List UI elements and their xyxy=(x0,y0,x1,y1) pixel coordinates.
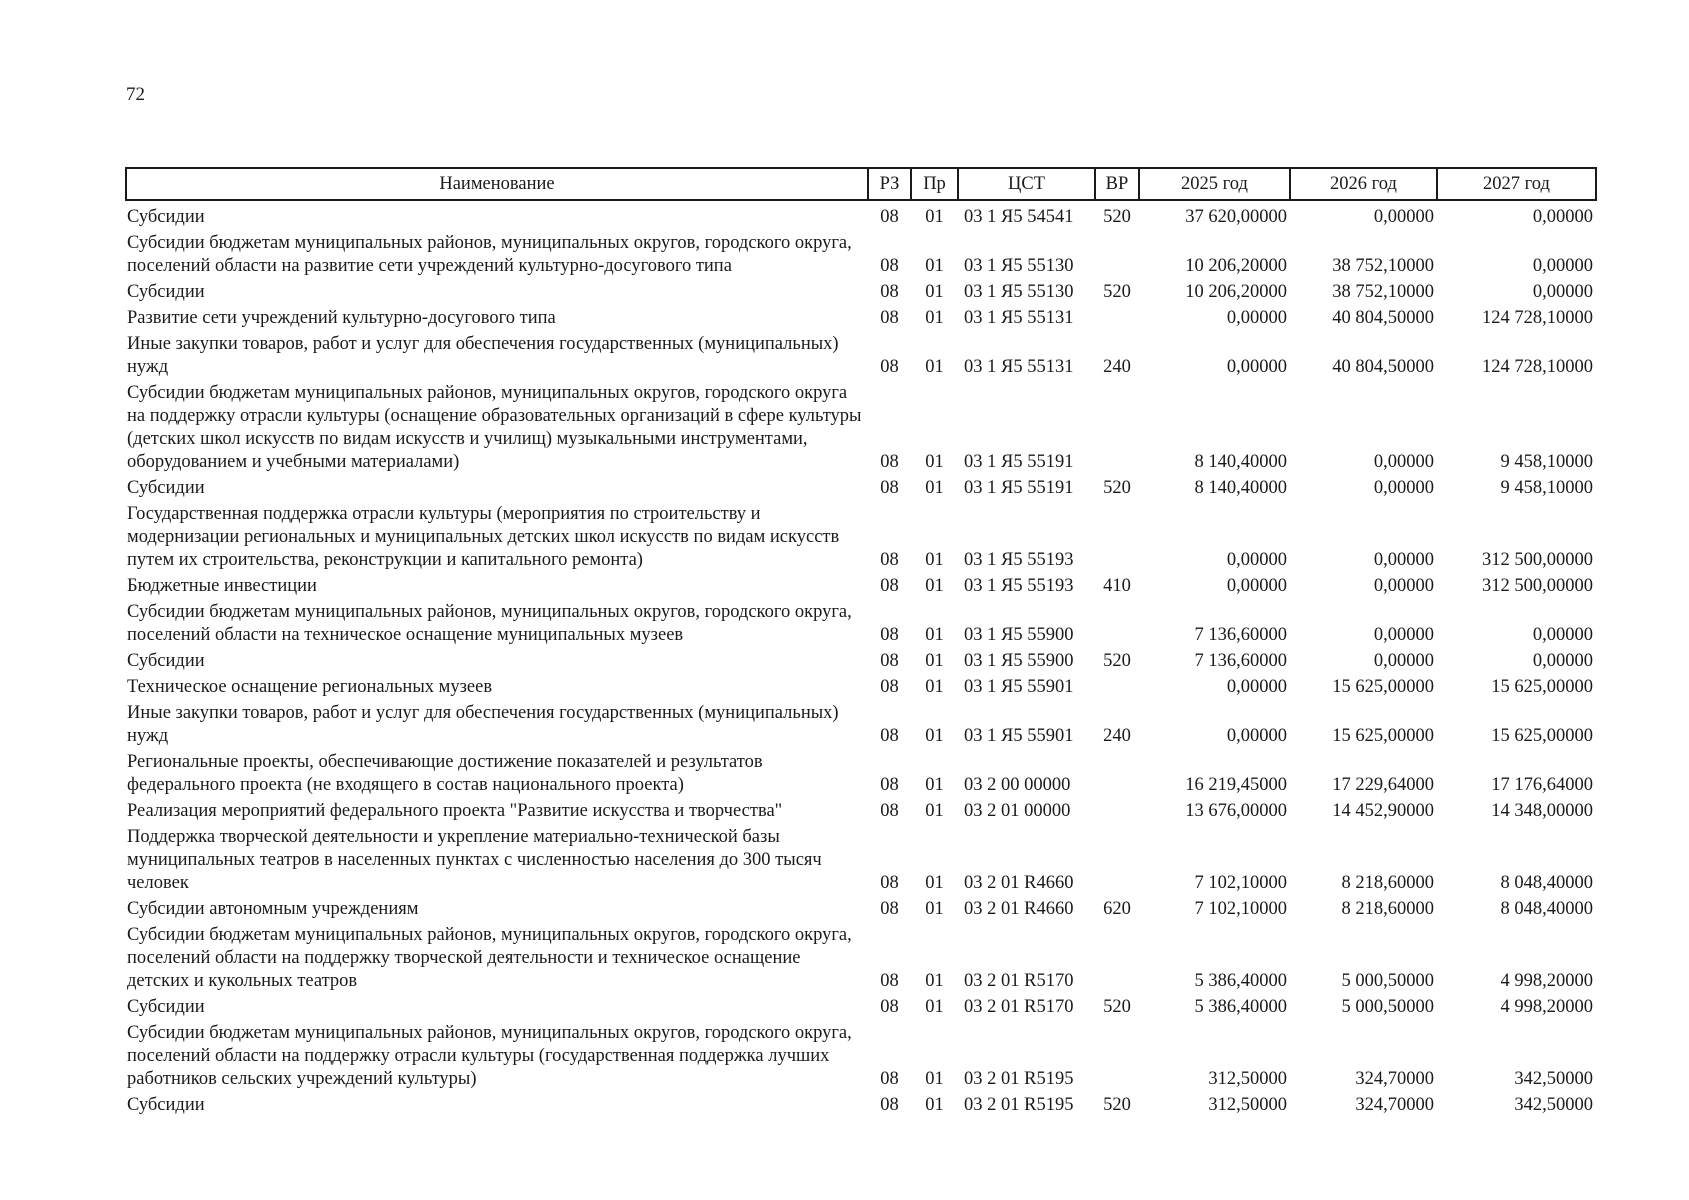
table-row xyxy=(126,307,1596,333)
cell-2025: 16 219,45000 xyxy=(1185,775,1287,795)
cell-2025: 0,00000 xyxy=(1226,576,1287,596)
cell-name: Субсидии бюджетам муниципальных районов, муниципальных округов, городского округа, поселений области на поддержку творческой деятельности и техническое оснащение детских и кукольных театров xyxy=(127,925,852,991)
cell-name: Субсидии бюджетам муниципальных районов, муниципальных округов, городского округа, поселений области на поддержку отрасли культуры (государственная поддержка лучших работников сельских учреждений культуры) xyxy=(127,1023,852,1089)
table-row xyxy=(126,676,1596,702)
cell-2026: 8 218,60000 xyxy=(1341,899,1434,919)
cell-vr xyxy=(1095,503,1139,575)
cell-name: Субсидии xyxy=(127,478,205,498)
cell-pr: 01 xyxy=(925,726,944,746)
cell-pr: 01 xyxy=(925,651,944,671)
cell-2025: 10 206,20000 xyxy=(1185,256,1287,276)
cell-2026: 0,00000 xyxy=(1373,207,1434,227)
header-name: Наименование xyxy=(126,168,868,200)
cell-2026: 17 229,64000 xyxy=(1332,775,1434,795)
cell-2025: 37 620,00000 xyxy=(1185,207,1287,227)
cell-2026: 324,70000 xyxy=(1355,1095,1434,1115)
cell-vr: 520 xyxy=(1103,651,1131,671)
cell-name: Субсидии бюджетам муниципальных районов, муниципальных округов, городского округа, поселений области на техническое оснащение муниципальных музеев xyxy=(127,602,852,645)
header-2025: 2025 год xyxy=(1139,168,1290,200)
cell-vr xyxy=(1095,924,1139,996)
cell-cst: 03 1 Я5 55131 xyxy=(964,308,1074,328)
cell-name: Иные закупки товаров, работ и услуг для обеспечения государственных (муниципальных) нужд xyxy=(127,703,839,746)
header-rz: РЗ xyxy=(868,168,911,200)
cell-vr: 520 xyxy=(1103,282,1131,302)
cell-pr: 01 xyxy=(925,873,944,893)
cell-pr: 01 xyxy=(925,677,944,697)
cell-2026: 0,00000 xyxy=(1373,550,1434,570)
table-row xyxy=(126,1022,1596,1094)
cell-2025: 0,00000 xyxy=(1226,308,1287,328)
cell-2026: 40 804,50000 xyxy=(1332,308,1434,328)
budget-table xyxy=(125,167,1597,1120)
cell-2027: 14 348,00000 xyxy=(1491,801,1593,821)
cell-2025: 7 102,10000 xyxy=(1194,873,1287,893)
table-row xyxy=(126,601,1596,650)
cell-name: Субсидии xyxy=(127,997,205,1017)
cell-2026: 15 625,00000 xyxy=(1332,726,1434,746)
cell-rz: 08 xyxy=(880,775,899,795)
table-row xyxy=(126,650,1596,676)
cell-2025: 0,00000 xyxy=(1226,550,1287,570)
cell-vr: 240 xyxy=(1103,357,1131,377)
cell-2027: 0,00000 xyxy=(1532,207,1593,227)
cell-cst: 03 1 Я5 55131 xyxy=(964,357,1074,377)
cell-rz: 08 xyxy=(880,478,899,498)
cell-2027: 342,50000 xyxy=(1514,1069,1593,1089)
cell-2027: 124 728,10000 xyxy=(1482,308,1593,328)
cell-name: Реализация мероприятий федерального проекта "Развитие искусства и творчества" xyxy=(127,801,783,821)
cell-pr: 01 xyxy=(925,576,944,596)
cell-pr: 01 xyxy=(925,256,944,276)
cell-rz: 08 xyxy=(880,308,899,328)
cell-vr: 520 xyxy=(1103,1095,1131,1115)
cell-2026: 5 000,50000 xyxy=(1341,971,1434,991)
cell-vr: 520 xyxy=(1103,997,1131,1017)
cell-vr xyxy=(1095,1022,1139,1094)
cell-2025: 5 386,40000 xyxy=(1194,997,1287,1017)
cell-vr xyxy=(1095,800,1139,826)
cell-rz: 08 xyxy=(880,357,899,377)
table-row xyxy=(126,1094,1596,1120)
cell-2027: 8 048,40000 xyxy=(1500,899,1593,919)
cell-2025: 7 136,60000 xyxy=(1194,651,1287,671)
cell-cst: 03 1 Я5 55901 xyxy=(964,726,1074,746)
table-row xyxy=(126,751,1596,800)
header-2026: 2026 год xyxy=(1290,168,1437,200)
cell-2026: 8 218,60000 xyxy=(1341,873,1434,893)
cell-name: Государственная поддержка отрасли культуры (мероприятия по строительству и модернизации региональных и муниципальных детских школ искусств по видам искусств путем их строительства, реконструкции и капитального ремонта) xyxy=(127,504,840,570)
table-row xyxy=(126,333,1596,382)
cell-pr: 01 xyxy=(925,1095,944,1115)
cell-2026: 40 804,50000 xyxy=(1332,357,1434,377)
cell-2027: 0,00000 xyxy=(1532,625,1593,645)
table-row xyxy=(126,477,1596,503)
cell-rz: 08 xyxy=(880,651,899,671)
cell-2026: 38 752,10000 xyxy=(1332,282,1434,302)
cell-rz: 08 xyxy=(880,576,899,596)
cell-pr: 01 xyxy=(925,282,944,302)
cell-vr xyxy=(1095,601,1139,650)
cell-rz: 08 xyxy=(880,997,899,1017)
cell-name: Развитие сети учреждений культурно-досугового типа xyxy=(127,308,556,328)
cell-vr xyxy=(1095,382,1139,477)
cell-rz: 08 xyxy=(880,873,899,893)
cell-name: Субсидии автономным учреждениям xyxy=(127,899,419,919)
cell-2027: 4 998,20000 xyxy=(1500,997,1593,1017)
cell-2027: 0,00000 xyxy=(1532,651,1593,671)
cell-pr: 01 xyxy=(925,899,944,919)
cell-2026: 38 752,10000 xyxy=(1332,256,1434,276)
cell-rz: 08 xyxy=(880,726,899,746)
cell-rz: 08 xyxy=(880,1095,899,1115)
cell-pr: 01 xyxy=(925,452,944,472)
cell-rz: 08 xyxy=(880,625,899,645)
cell-pr: 01 xyxy=(925,775,944,795)
cell-cst: 03 2 01 00000 xyxy=(964,801,1071,821)
cell-name: Субсидии xyxy=(127,651,205,671)
cell-2027: 15 625,00000 xyxy=(1491,677,1593,697)
cell-2025: 312,50000 xyxy=(1208,1069,1287,1089)
cell-cst: 03 1 Я5 55130 xyxy=(964,282,1074,302)
table-row xyxy=(126,702,1596,751)
cell-pr: 01 xyxy=(925,801,944,821)
cell-vr: 520 xyxy=(1103,207,1131,227)
cell-2026: 15 625,00000 xyxy=(1332,677,1434,697)
cell-pr: 01 xyxy=(925,1069,944,1089)
cell-name: Субсидии xyxy=(127,282,205,302)
cell-rz: 08 xyxy=(880,256,899,276)
table-row xyxy=(126,575,1596,601)
cell-name: Субсидии xyxy=(127,207,205,227)
cell-2027: 342,50000 xyxy=(1514,1095,1593,1115)
cell-pr: 01 xyxy=(925,625,944,645)
table-header xyxy=(126,168,1596,200)
cell-2025: 5 386,40000 xyxy=(1194,971,1287,991)
cell-pr: 01 xyxy=(925,550,944,570)
cell-rz: 08 xyxy=(880,971,899,991)
cell-name: Бюджетные инвестиции xyxy=(127,576,317,596)
cell-2025: 8 140,40000 xyxy=(1194,478,1287,498)
cell-2027: 0,00000 xyxy=(1532,282,1593,302)
cell-2026: 0,00000 xyxy=(1373,576,1434,596)
cell-vr xyxy=(1095,676,1139,702)
cell-pr: 01 xyxy=(925,308,944,328)
cell-vr: 410 xyxy=(1103,576,1131,596)
cell-2027: 312 500,00000 xyxy=(1482,550,1593,570)
header-2027: 2027 год xyxy=(1437,168,1596,200)
table-row xyxy=(126,382,1596,477)
cell-2027: 4 998,20000 xyxy=(1500,971,1593,991)
cell-rz: 08 xyxy=(880,801,899,821)
cell-cst: 03 1 Я5 55191 xyxy=(964,452,1074,472)
cell-rz: 08 xyxy=(880,677,899,697)
cell-2027: 312 500,00000 xyxy=(1482,576,1593,596)
cell-rz: 08 xyxy=(880,282,899,302)
cell-name: Техническое оснащение региональных музеев xyxy=(127,677,493,697)
cell-vr xyxy=(1095,232,1139,281)
cell-2025: 0,00000 xyxy=(1226,726,1287,746)
table-row xyxy=(126,800,1596,826)
cell-pr: 01 xyxy=(925,997,944,1017)
cell-name: Иные закупки товаров, работ и услуг для обеспечения государственных (муниципальных) нужд xyxy=(127,334,839,377)
cell-2025: 7 102,10000 xyxy=(1194,899,1287,919)
page-number: 72 xyxy=(126,84,145,105)
cell-vr: 620 xyxy=(1103,899,1131,919)
cell-cst: 03 1 Я5 55901 xyxy=(964,677,1074,697)
cell-cst: 03 1 Я5 55193 xyxy=(964,550,1074,570)
cell-2025: 13 676,00000 xyxy=(1185,801,1287,821)
cell-rz: 08 xyxy=(880,1069,899,1089)
cell-2027: 17 176,64000 xyxy=(1491,775,1593,795)
table-row xyxy=(126,898,1596,924)
table-row xyxy=(126,232,1596,281)
cell-2027: 15 625,00000 xyxy=(1491,726,1593,746)
cell-vr xyxy=(1095,826,1139,898)
cell-2026: 0,00000 xyxy=(1373,625,1434,645)
cell-2026: 0,00000 xyxy=(1373,478,1434,498)
cell-2026: 0,00000 xyxy=(1373,452,1434,472)
cell-2025: 7 136,60000 xyxy=(1194,625,1287,645)
cell-2026: 5 000,50000 xyxy=(1341,997,1434,1017)
cell-name: Субсидии xyxy=(127,1095,205,1115)
table-body xyxy=(126,200,1596,1120)
cell-2025: 0,00000 xyxy=(1226,677,1287,697)
cell-rz: 08 xyxy=(880,207,899,227)
header-pr: Пр xyxy=(911,168,958,200)
cell-vr xyxy=(1095,751,1139,800)
cell-vr: 240 xyxy=(1103,726,1131,746)
cell-2027: 8 048,40000 xyxy=(1500,873,1593,893)
cell-rz: 08 xyxy=(880,899,899,919)
cell-2026: 324,70000 xyxy=(1355,1069,1434,1089)
cell-vr xyxy=(1095,307,1139,333)
cell-2027: 9 458,10000 xyxy=(1500,452,1593,472)
cell-2026: 0,00000 xyxy=(1373,651,1434,671)
cell-cst: 03 1 Я5 54541 xyxy=(964,207,1074,227)
table-header-row xyxy=(126,168,1596,200)
cell-name: Субсидии бюджетам муниципальных районов, муниципальных округов, городского округа, поселений области на развитие сети учреждений культурно-досугового типа xyxy=(127,233,852,276)
table-row xyxy=(126,281,1596,307)
cell-2025: 10 206,20000 xyxy=(1185,282,1287,302)
table-row xyxy=(126,200,1596,232)
cell-2025: 312,50000 xyxy=(1208,1095,1287,1115)
cell-cst: 03 2 01 R5195 xyxy=(964,1069,1074,1089)
cell-cst: 03 2 01 R5170 xyxy=(964,971,1074,991)
cell-rz: 08 xyxy=(880,452,899,472)
header-vr: ВР xyxy=(1095,168,1139,200)
cell-2027: 124 728,10000 xyxy=(1482,357,1593,377)
header-cst: ЦСТ xyxy=(958,168,1095,200)
cell-cst: 03 2 01 R5170 xyxy=(964,997,1074,1017)
cell-pr: 01 xyxy=(925,478,944,498)
cell-2025: 8 140,40000 xyxy=(1194,452,1287,472)
table-row xyxy=(126,826,1596,898)
cell-2027: 9 458,10000 xyxy=(1500,478,1593,498)
cell-2026: 14 452,90000 xyxy=(1332,801,1434,821)
cell-pr: 01 xyxy=(925,207,944,227)
cell-pr: 01 xyxy=(925,357,944,377)
cell-cst: 03 2 01 R4660 xyxy=(964,899,1074,919)
cell-cst: 03 2 01 R4660 xyxy=(964,873,1074,893)
cell-vr: 520 xyxy=(1103,478,1131,498)
cell-rz: 08 xyxy=(880,550,899,570)
table-row xyxy=(126,996,1596,1022)
cell-name: Региональные проекты, обеспечивающие достижение показателей и результатов федерального проекта (не входящего в состав национального проекта) xyxy=(127,752,763,795)
cell-cst: 03 1 Я5 55900 xyxy=(964,651,1074,671)
cell-cst: 03 1 Я5 55900 xyxy=(964,625,1074,645)
cell-cst: 03 1 Я5 55130 xyxy=(964,256,1074,276)
cell-pr: 01 xyxy=(925,971,944,991)
cell-2025: 0,00000 xyxy=(1226,357,1287,377)
table-row xyxy=(126,924,1596,996)
cell-name: Субсидии бюджетам муниципальных районов, муниципальных округов, городского округа на поддержку отрасли культуры (оснащение образовательных организаций в сфере культуры (детских школ искусств по видам искусств и училищ) музыкальными инструментами, оборудованием и учебными материалами) xyxy=(127,383,862,472)
cell-cst: 03 2 01 R5195 xyxy=(964,1095,1074,1115)
cell-name: Поддержка творческой деятельности и укрепление материально-технической базы муниципальных театров в населенных пунктах с численностью населения до 300 тысяч человек xyxy=(127,827,822,893)
cell-cst: 03 1 Я5 55191 xyxy=(964,478,1074,498)
cell-cst: 03 1 Я5 55193 xyxy=(964,576,1074,596)
table-row xyxy=(126,503,1596,575)
cell-2027: 0,00000 xyxy=(1532,256,1593,276)
cell-cst: 03 2 00 00000 xyxy=(964,775,1071,795)
